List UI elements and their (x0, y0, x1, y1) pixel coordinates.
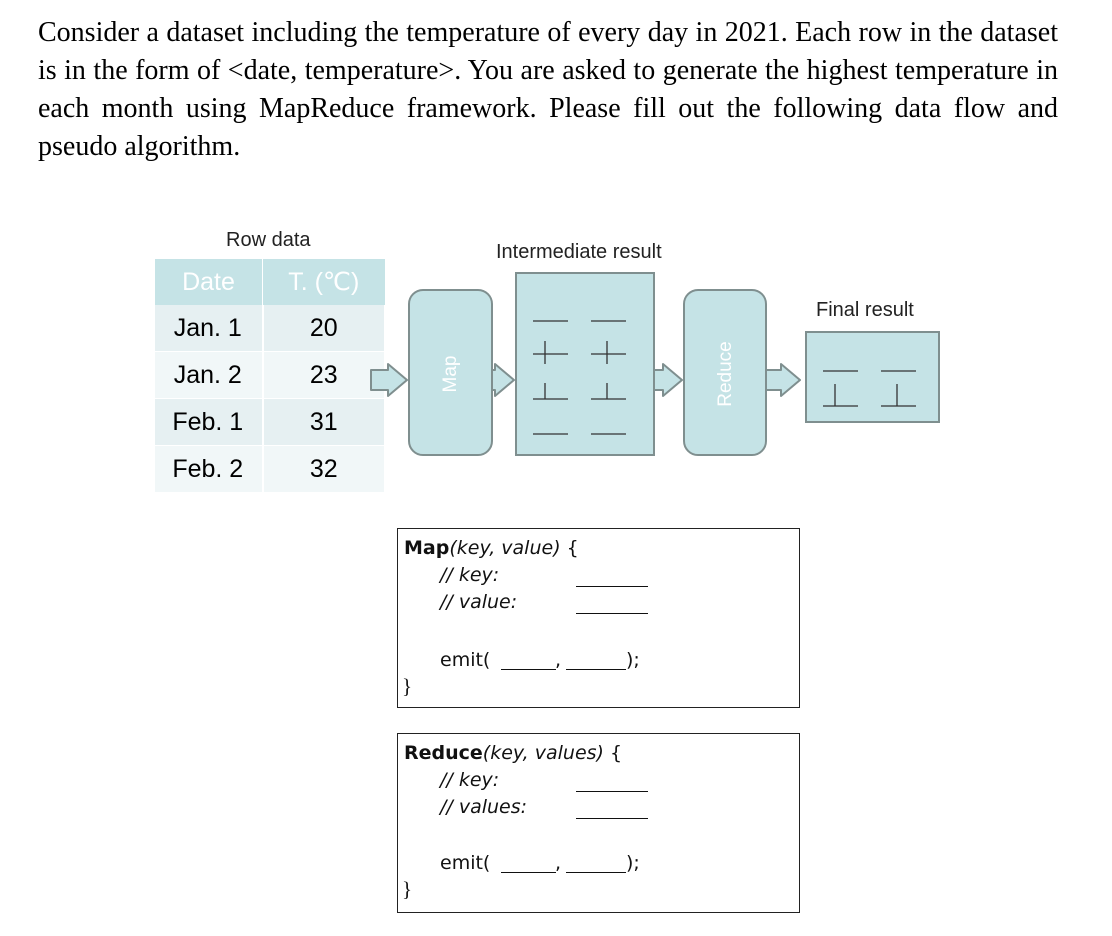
map-emit-keyword: emit( (440, 649, 491, 671)
reduce-open-brace: { (603, 742, 623, 764)
map-pseudocode-box (397, 528, 800, 708)
date-cell: Feb. 2 (155, 446, 263, 493)
temperature-cell: 20 (263, 305, 386, 352)
reduce-key-comment: // key: (440, 769, 500, 791)
map-close-brace: } (402, 674, 413, 698)
map-open-brace: { (560, 537, 579, 559)
map-value-blank (576, 613, 648, 614)
temperature-cell: 32 (263, 446, 386, 493)
final-result-block (806, 332, 939, 422)
reduce-function-name: Reduce (404, 742, 483, 764)
arrow-icon (371, 364, 407, 396)
reduce-emit-close: ); (626, 852, 640, 874)
date-column-header: Date (155, 259, 263, 305)
date-cell: Feb. 1 (155, 399, 263, 446)
map-function-name: Map (404, 537, 450, 559)
temperature-column-header: T. (℃) (263, 259, 386, 305)
map-signature (404, 537, 579, 559)
map-emit-close: ); (626, 649, 640, 671)
date-cell: Jan. 1 (155, 305, 263, 352)
map-value-comment: // value: (440, 591, 518, 613)
map-args: (key, value) (449, 537, 561, 559)
map-emit-line (440, 649, 490, 671)
map-emit-separator: , (555, 649, 562, 671)
reduce-args: (key, values) (482, 742, 604, 764)
reduce-emit-separator: , (555, 852, 562, 874)
reduce-close-brace: } (402, 877, 413, 901)
intermediate-result-block (516, 273, 654, 455)
temperature-cell: 23 (263, 352, 386, 399)
intermediate-result-label: Intermediate result (496, 241, 662, 263)
reduce-key-blank (576, 791, 648, 792)
reduce-emit-value-blank (566, 872, 626, 873)
reduce-emit-line (440, 852, 490, 874)
reduce-values-comment: // values: (440, 796, 528, 818)
map-key-blank (576, 586, 648, 587)
arrow-icon (764, 364, 800, 396)
reduce-emit-keyword: emit( (440, 852, 491, 874)
question-text: Consider a dataset including the temperature of every day in 2021. Each row in the dataset is in the form of <date, temperature>. You are asked to generate the highest temperature in each month using MapReduce framework. Please fill out the following data flow and pseudo algorithm. (38, 17, 1058, 162)
map-key-comment: // key: (440, 564, 500, 586)
reduce-pseudocode-box (397, 733, 800, 913)
temperature-cell: 31 (263, 399, 386, 446)
reduce-emit-key-blank (501, 872, 556, 873)
reduce-values-blank (576, 818, 648, 819)
row-data-label: Row data (226, 229, 311, 251)
final-result-label: Final result (816, 299, 914, 321)
reduce-signature (404, 742, 622, 764)
map-emit-key-blank (501, 669, 556, 670)
reduce-label: Reduce (715, 341, 736, 407)
map-label: Map (440, 355, 461, 393)
map-emit-value-blank (566, 669, 626, 670)
date-cell: Jan. 2 (155, 352, 263, 399)
